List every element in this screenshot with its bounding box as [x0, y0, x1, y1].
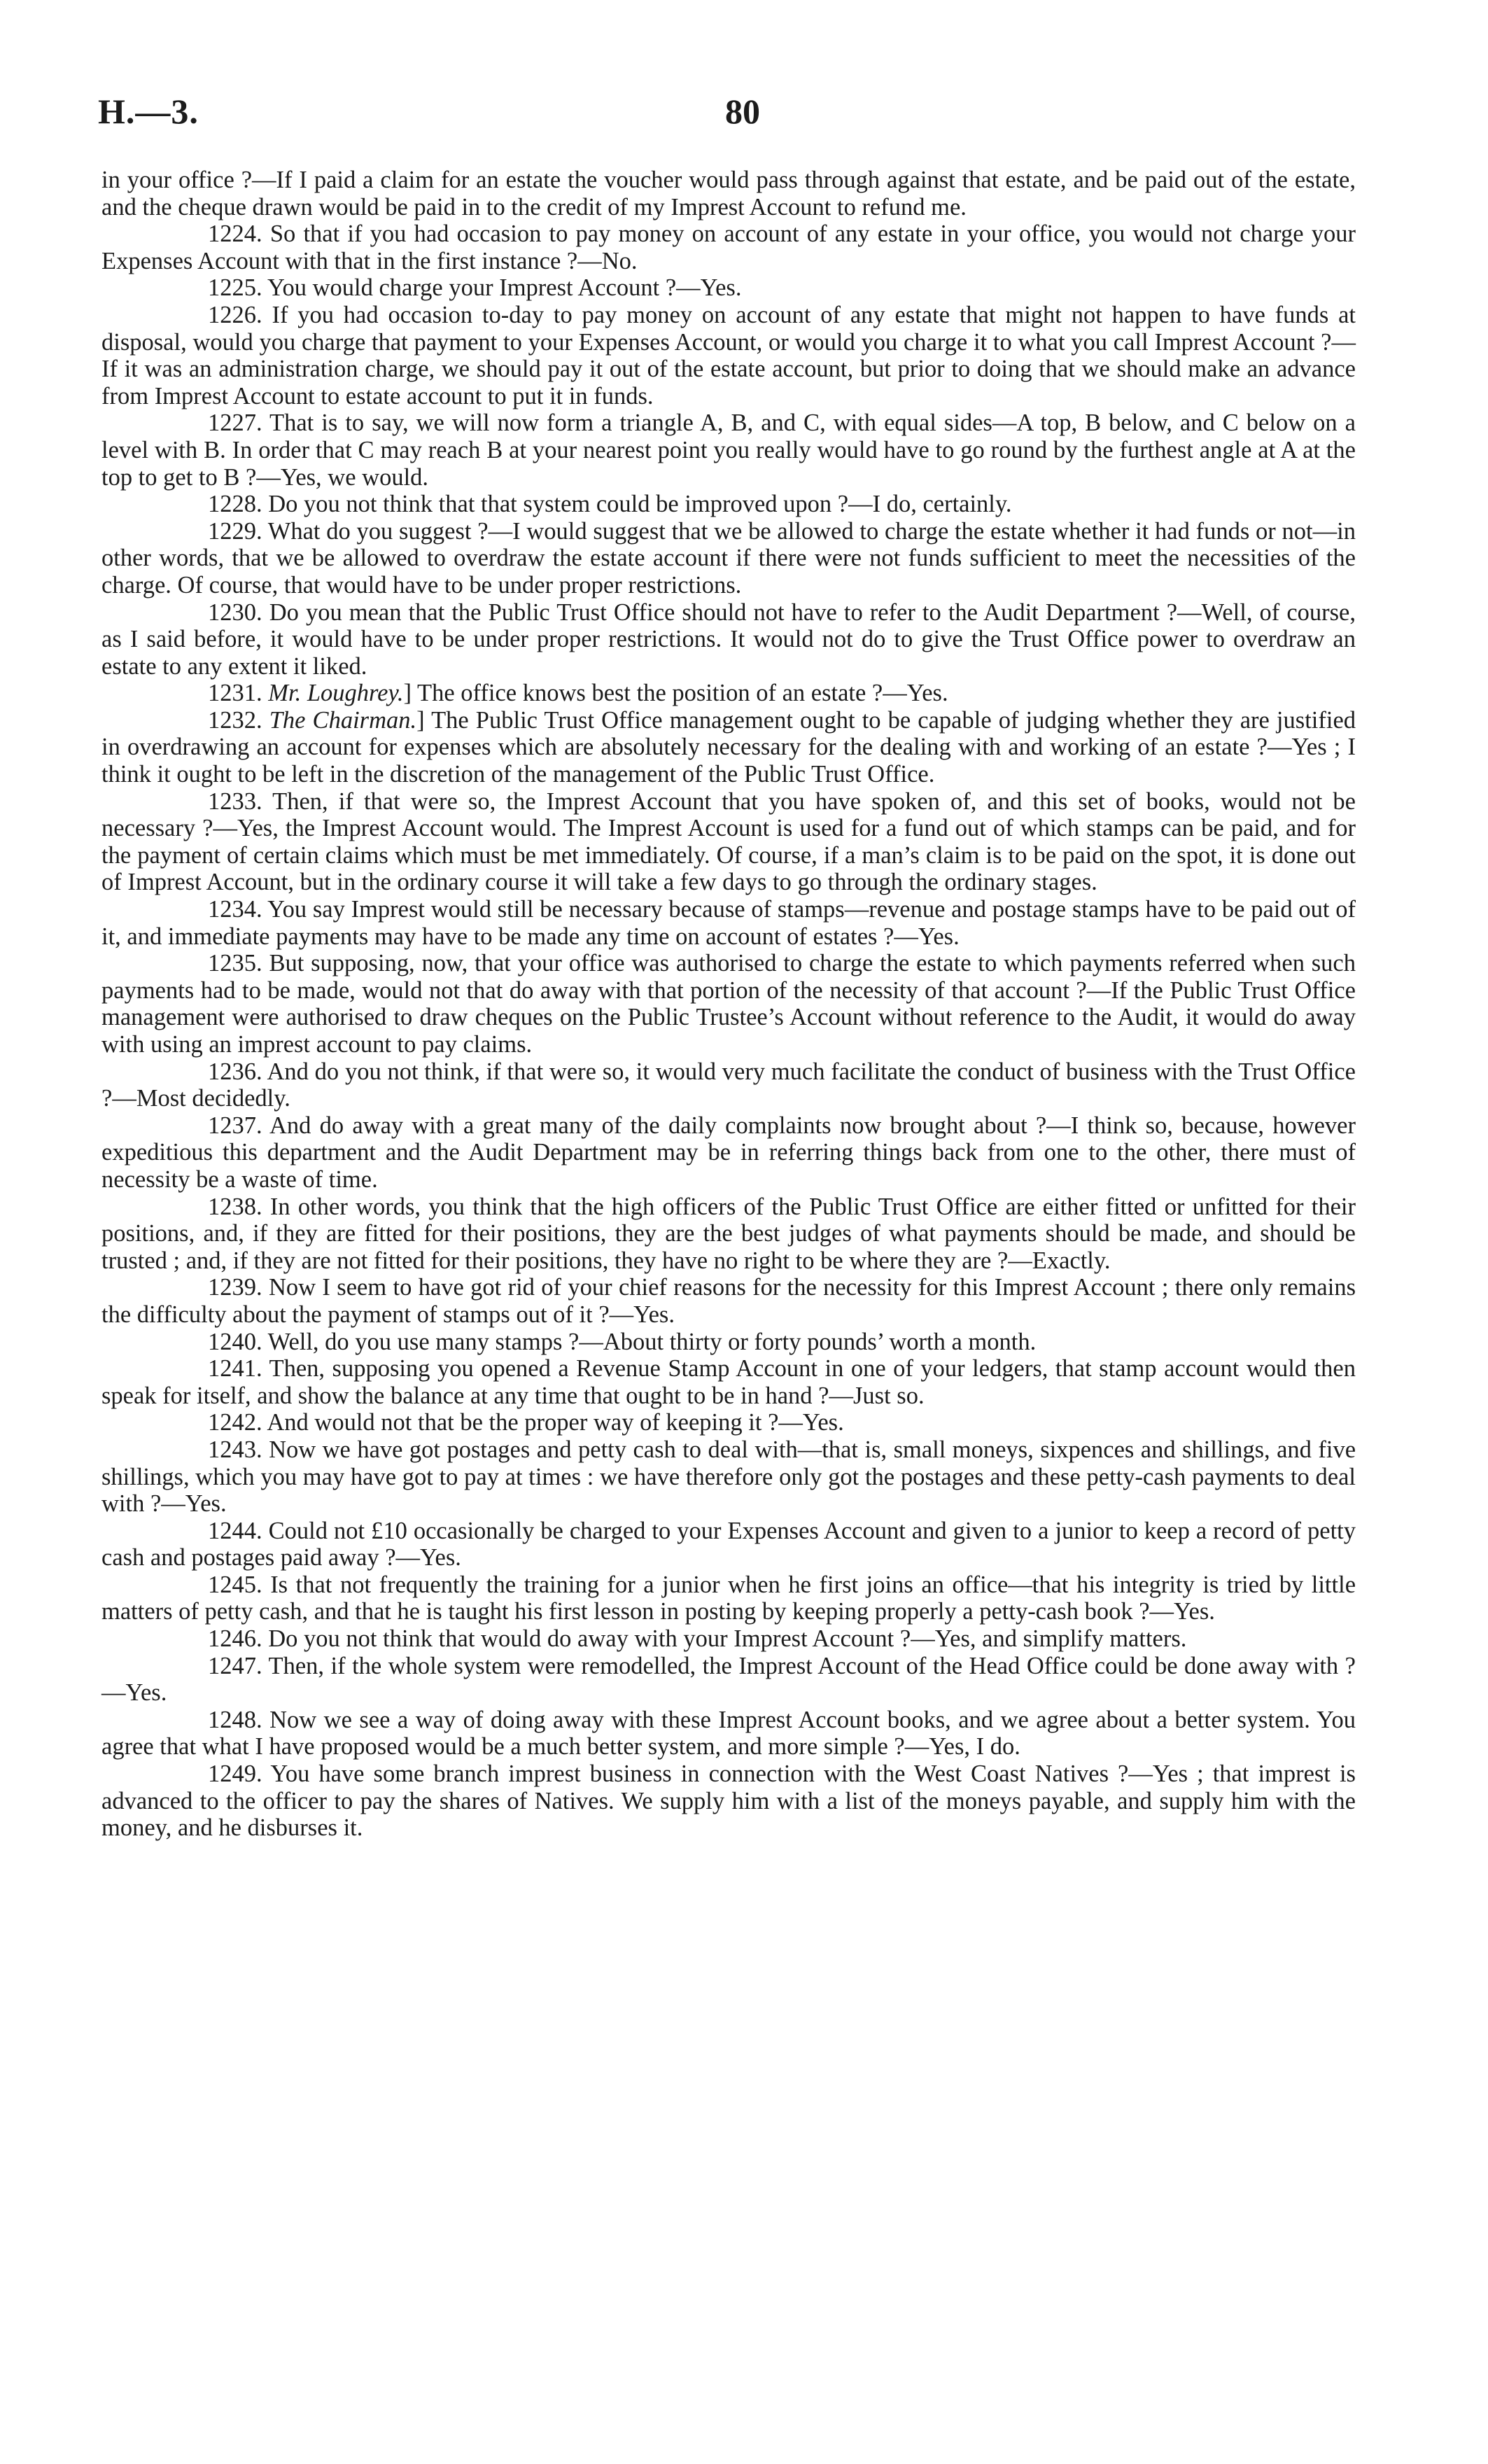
paragraph-text: Now we have got postages and petty cash to deal with—that is, small moneys, sixpences and shillings, and five shillings, which you may have got to pay at times : we have therefore only got the postages and these petty-cash payments to deal with ?—Yes. — [101, 1436, 1356, 1518]
paragraph-text: And would not that be the proper way of keeping it ?—Yes. — [267, 1409, 844, 1436]
question-number: 1226. — [208, 301, 262, 328]
question-paragraph — [101, 220, 1356, 274]
paragraph-text: Now I seem to have got rid of your chief reasons for the necessity for this Imprest Account ; there only remains the difficulty about the payment of stamps out of it ?—Yes. — [101, 1274, 1356, 1328]
paragraph-text: In other words, you think that the high officers of the Public Trust Office are either fitted or unfitted for their positions, and, if they are fitted for their positions, they are the best judges of what payments should be made, and should be trusted ; and, if they are not fitted for their positions, they have no right to be where they are ?—Exactly. — [101, 1193, 1356, 1274]
question-number: 1238. — [208, 1193, 262, 1220]
paragraph-text: Could not £10 occasionally be charged to your Expenses Account and given to a junior to keep a record of petty cash and postages paid away ?—Yes. — [101, 1517, 1356, 1572]
question-number: 1225. — [208, 274, 262, 302]
question-paragraph — [101, 1653, 1356, 1707]
paragraph-text: ] The Public Trust Office management ought to be capable of judging whether they are justified in overdrawing an account for expenses which are absolutely necessary for the dealing with and working of an estate ?—Yes ; I think it ought to be left in the discretion of the management of the Public Trust Office. — [101, 706, 1356, 788]
evidence-text — [101, 167, 1356, 1842]
question-number: 1240. — [208, 1328, 262, 1355]
question-number: 1232. — [208, 706, 262, 734]
paragraph-text: Then, if that were so, the Imprest Account that you have spoken of, and this set of books, would not be necessary ?—Yes, the Imprest Account would. The Imprest Account is used for a fund out of which stamps can be paid, and for the payment of certain claims which must be met immediately. Of course, if a man’s claim is to be paid on the spot, it is done out of Imprest Account, but in the ordinary course it will take a few days to go through the ordinary stages. — [101, 788, 1356, 896]
question-paragraph — [101, 707, 1356, 788]
question-paragraph — [101, 950, 1356, 1058]
question-paragraph — [101, 1572, 1356, 1625]
question-paragraph — [101, 1625, 1356, 1653]
question-paragraph — [101, 1707, 1356, 1760]
paragraph-text: Do you not think that that system could be improved upon ?—I do, certainly. — [268, 491, 1012, 518]
paragraph-text: And do you not think, if that were so, it would very much facilitate the conduct of business with the Trust Office ?—Most decidedly. — [101, 1058, 1356, 1112]
question-number: 1231. — [208, 680, 262, 707]
question-paragraph — [101, 1436, 1356, 1518]
paragraph-text: Then, if the whole system were remodelled, the Imprest Account of the Head Office could be done away with ?—Yes. — [101, 1652, 1356, 1707]
question-paragraph — [101, 410, 1356, 491]
question-paragraph — [101, 491, 1356, 518]
paragraph-text: Do you mean that the Public Trust Office should not have to refer to the Audit Department ?—Well, of course, as I said before, it would have to be under proper restrictions. It would not do to give the Trust Office power to overdraw an estate to any extent it liked. — [101, 598, 1356, 680]
paragraph-continued — [101, 167, 1356, 220]
speaker-name: The Chairman. — [269, 706, 417, 734]
question-paragraph — [101, 1355, 1356, 1409]
paragraph-text: What do you suggest ?—I would suggest that we be allowed to charge the estate whether it had funds or not—in other words, that we be allowed to overdraw the estate account if there were not funds sufficient to meet the necessities of the charge. Of course, that would have to be under proper restrictions. — [101, 517, 1356, 598]
speaker-name: Mr. Loughrey. — [268, 680, 404, 707]
question-number: 1237. — [208, 1112, 262, 1139]
paragraph-text: Well, do you use many stamps ?—About thirty or forty pounds’ worth a month. — [267, 1328, 1037, 1355]
question-number: 1233. — [208, 788, 262, 815]
question-paragraph — [101, 1329, 1356, 1356]
question-number: 1244. — [208, 1517, 262, 1544]
paragraph-text: You say Imprest would still be necessary because of stamps—revenue and postage stamps have to be paid out of it, and immediate payments may have to be made any time on account of estates ?—Yes. — [101, 896, 1356, 950]
page-number: 80 — [725, 92, 760, 131]
question-paragraph — [101, 788, 1356, 896]
question-number: 1234. — [208, 896, 262, 923]
question-paragraph — [101, 1058, 1356, 1112]
question-number: 1243. — [208, 1436, 262, 1463]
question-paragraph — [101, 274, 1356, 302]
question-number: 1227. — [208, 410, 262, 437]
question-paragraph — [101, 1760, 1356, 1842]
question-number: 1245. — [208, 1571, 262, 1598]
question-paragraph — [101, 302, 1356, 410]
question-number: 1224. — [208, 220, 262, 248]
question-number: 1246. — [208, 1625, 262, 1653]
paragraph-text: Is that not frequently the training for a junior when he first joins an office—that his integrity is tried by little matters of petty cash, and that he is taught his first lesson in posting by keeping properly a petty-cash book ?—Yes. — [101, 1571, 1356, 1625]
question-number: 1247. — [208, 1652, 262, 1679]
paragraph-text: in your office ?—If I paid a claim for an estate the voucher would pass through against that estate, and be paid out of the estate, and the cheque drawn would be paid in to the credit of my Imprest Account to refund me. — [101, 167, 1356, 220]
question-paragraph — [101, 599, 1356, 680]
paragraph-text: You would charge your Imprest Account ?—Yes. — [267, 274, 742, 302]
paragraph-text: Do you not think that would do away with your Imprest Account ?—Yes, and simplify matters. — [268, 1625, 1187, 1653]
question-paragraph — [101, 518, 1356, 599]
question-number: 1248. — [208, 1706, 262, 1733]
question-number: 1229. — [208, 517, 262, 545]
question-paragraph — [101, 680, 1356, 707]
paragraph-text: If you had occasion to-day to pay money on account of any estate that might not happen to have funds at disposal, would you charge that payment to your Expenses Account, or would you charge it to what you call Imprest Account ?—If it was an administration charge, we should pay it out of the estate account, but prior to doing that we should make an advance from Imprest Account to estate account to put it in funds. — [101, 301, 1356, 410]
question-number: 1239. — [208, 1274, 262, 1301]
paragraph-text: You have some branch imprest business in connection with the West Coast Natives ?—Yes ; that imprest is advanced to the officer to pay the shares of Natives. We supply him with a list of the moneys payable, and supply him with the money, and he disburses it. — [101, 1760, 1356, 1842]
question-paragraph — [101, 896, 1356, 950]
paragraph-text: And do away with a great many of the daily complaints now brought about ?—I think so, because, however expeditious this department and the Audit Department may be in referring things back from one to the other, there must of necessity be a waste of time. — [101, 1112, 1356, 1193]
question-number: 1235. — [208, 950, 262, 977]
question-paragraph — [101, 1112, 1356, 1194]
question-number: 1228. — [208, 491, 262, 518]
question-number: 1236. — [208, 1058, 262, 1085]
question-number: 1230. — [208, 598, 262, 626]
question-number: 1242. — [208, 1409, 262, 1436]
question-paragraph — [101, 1194, 1356, 1275]
page-header — [0, 91, 1488, 147]
paragraph-text: ] The office knows best the position of an estate ?—Yes. — [403, 680, 948, 707]
paragraph-text: But supposing, now, that your office was authorised to charge the estate to which payments referred when such payments had to be made, would not that do away with that portion of the necessity of that account ?—If the Public Trust Office management were authorised to draw cheques on the Public Trustee’s Account without reference to the Audit, it would do away with using an imprest account to pay claims. — [101, 950, 1356, 1058]
paragraph-text: Now we see a way of doing away with these Imprest Account books, and we agree about a better system. You agree that what I have proposed would be a much better system, and more simple ?—Yes, I do. — [101, 1706, 1356, 1760]
paragraph-text: Then, supposing you opened a Revenue Stamp Account in one of your ledgers, that stamp account would then speak for itself, and show the balance at any time that ought to be in hand ?—Just so. — [101, 1355, 1356, 1409]
paragraph-text: So that if you had occasion to pay money on account of any estate in your office, you would not charge your Expenses Account with that in the first instance ?—No. — [101, 220, 1356, 274]
question-paragraph — [101, 1409, 1356, 1436]
question-number: 1241. — [208, 1355, 262, 1382]
question-number: 1249. — [208, 1760, 262, 1788]
question-paragraph — [101, 1518, 1356, 1572]
document-reference: H.—3. — [98, 92, 199, 131]
paragraph-text: That is to say, we will now form a triangle A, B, and C, with equal sides—A top, B below, and C below on a level with B. In order that C may reach B at your nearest point you really would have to go round by the furthest angle at A at the top to get to B ?—Yes, we would. — [101, 410, 1356, 491]
question-paragraph — [101, 1274, 1356, 1328]
